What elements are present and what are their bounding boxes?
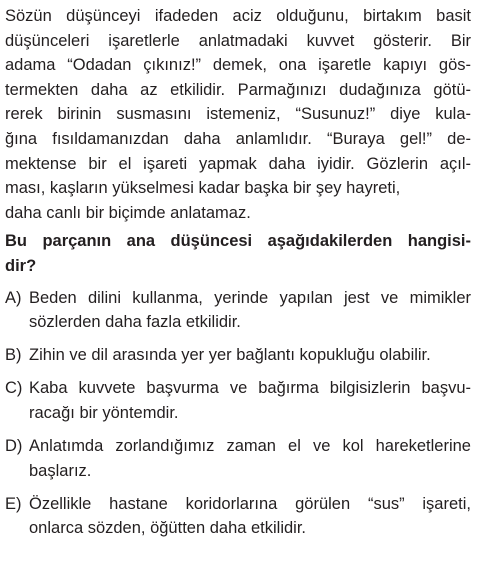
question-line: Bu parçanın ana düşüncesi aşağıdakilerden hangisi- [5,232,471,251]
option-text: racağı bir yöntemdir. [29,403,179,422]
option-text: Anlatımda zorlandığımız zaman el ve kol hareketlerine [29,437,471,455]
option-text: sözlerden daha fazla etkilidir. [29,313,241,332]
option-text: Beden dilini kullanma, yerinde yapılan jest ve mimikler [29,288,471,307]
option-text: onlarca sözden, öğütten daha etkilidir. [29,519,307,538]
question-page [5,4,471,549]
passage-line: düşünceleri işaretlerle anlatmadaki kuvvet gösterir. Bir [5,31,471,50]
option-c[interactable] [5,376,471,425]
passage-line: ması, kaşların yükselmesi kadar başka bir şey hayreti, [5,179,401,198]
option-letter: B) [5,346,22,365]
passage-line: adama “Odadan çıkınız!” demek, ona işaretle kapıyı gös- [5,56,471,75]
passage-line: daha canlı bir biçimde anlatamaz. [5,203,251,222]
option-letter: A) [5,288,22,307]
option-letter: C) [5,379,23,398]
option-text: Zihin ve dil arasında yer yer bağlantı kopukluğu olabilir. [29,346,431,365]
option-text: Kaba kuvvete başvurma ve bağırma bilgisizlerin başvu- [29,379,471,398]
option-text: başlarız. [29,461,92,480]
reading-passage [5,4,471,225]
answer-options [5,286,471,541]
option-b[interactable] [5,343,471,368]
option-a[interactable] [5,286,471,335]
option-indent [5,516,29,541]
option-indent [5,459,29,484]
passage-line: termekten daha az etkilidir. Parmağınızı dudağınıza götü- [5,80,471,99]
option-letter: D) [5,437,23,455]
option-letter: E) [5,494,22,513]
passage-line: Sözün düşünceyi ifadeden aciz olduğunu, birtakım basit [5,7,471,25]
passage-line: mektense bir el işareti yapmak daha iyidir. Gözlerin açıl- [5,154,471,173]
option-indent [5,401,29,426]
option-e[interactable] [5,492,471,541]
option-d[interactable] [5,434,471,483]
passage-line: ğına fısıldamanızdan daha anlamlıdır. “Buraya gel!” de- [5,129,471,148]
question-stem [5,229,471,278]
passage-line: rerek birinin susmasını istemeniz, “Susunuz!” diye kula- [5,105,471,124]
option-indent [5,310,29,335]
question-line: dir? [5,256,37,275]
option-text: Özellikle hastane koridorlarına görülen “sus” işareti, [29,494,471,513]
